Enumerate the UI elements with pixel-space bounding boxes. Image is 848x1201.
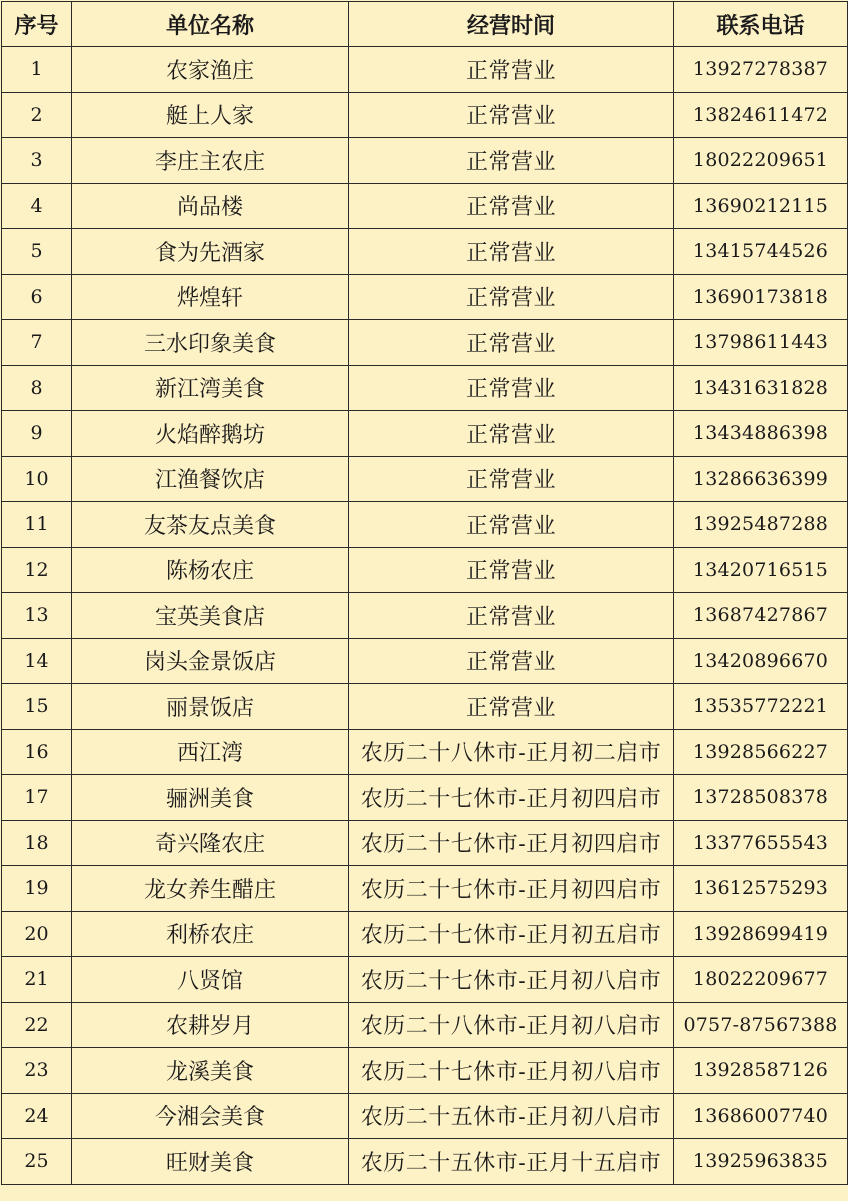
cell-hours: 正常营业 <box>349 593 674 639</box>
restaurant-table <box>1 1 848 1185</box>
cell-name: 龙溪美食 <box>72 1048 349 1094</box>
table-row <box>2 1002 848 1048</box>
table-row <box>2 729 848 775</box>
cell-phone: 13690173818 <box>674 274 848 320</box>
table-row <box>2 1048 848 1094</box>
cell-hours: 正常营业 <box>349 502 674 548</box>
header-name: 单位名称 <box>72 2 349 47</box>
cell-name: 江渔餐饮店 <box>72 456 349 502</box>
cell-hours: 正常营业 <box>349 183 674 229</box>
cell-index: 11 <box>2 502 72 548</box>
cell-index: 2 <box>2 92 72 138</box>
cell-phone: 0757-87567388 <box>674 1002 848 1048</box>
cell-phone: 13535772221 <box>674 684 848 730</box>
table-row <box>2 274 848 320</box>
cell-phone: 13925487288 <box>674 502 848 548</box>
cell-index: 18 <box>2 820 72 866</box>
cell-index: 15 <box>2 684 72 730</box>
table-row <box>2 684 848 730</box>
cell-hours: 正常营业 <box>349 320 674 366</box>
cell-phone: 13377655543 <box>674 820 848 866</box>
cell-hours: 农历二十七休市-正月初八启市 <box>349 957 674 1003</box>
cell-phone: 13420896670 <box>674 638 848 684</box>
table-row <box>2 957 848 1003</box>
cell-name: 三水印象美食 <box>72 320 349 366</box>
cell-phone: 13434886398 <box>674 411 848 457</box>
cell-phone: 18022209651 <box>674 138 848 184</box>
cell-index: 16 <box>2 729 72 775</box>
table-header <box>2 2 848 47</box>
cell-name: 骊洲美食 <box>72 775 349 821</box>
table-row <box>2 229 848 275</box>
cell-phone: 13687427867 <box>674 593 848 639</box>
cell-hours: 正常营业 <box>349 92 674 138</box>
cell-index: 3 <box>2 138 72 184</box>
cell-name: 西江湾 <box>72 729 349 775</box>
cell-hours: 正常营业 <box>349 684 674 730</box>
cell-name: 尚品楼 <box>72 183 349 229</box>
cell-hours: 农历二十八休市-正月初二启市 <box>349 729 674 775</box>
cell-hours: 农历二十五休市-正月初八启市 <box>349 1093 674 1139</box>
cell-name: 今湘会美食 <box>72 1093 349 1139</box>
table-row <box>2 638 848 684</box>
cell-hours: 正常营业 <box>349 274 674 320</box>
cell-hours: 正常营业 <box>349 411 674 457</box>
cell-name: 农耕岁月 <box>72 1002 349 1048</box>
cell-phone: 18022209677 <box>674 957 848 1003</box>
cell-name: 友茶友点美食 <box>72 502 349 548</box>
header-phone: 联系电话 <box>674 2 848 47</box>
cell-index: 12 <box>2 547 72 593</box>
cell-phone: 13415744526 <box>674 229 848 275</box>
cell-phone: 13612575293 <box>674 866 848 912</box>
table-row <box>2 47 848 93</box>
cell-phone: 13925963835 <box>674 1139 848 1185</box>
cell-name: 李庄主农庄 <box>72 138 349 184</box>
cell-index: 8 <box>2 365 72 411</box>
cell-hours: 农历二十七休市-正月初四启市 <box>349 820 674 866</box>
cell-phone: 13686007740 <box>674 1093 848 1139</box>
cell-name: 食为先酒家 <box>72 229 349 275</box>
cell-phone: 13728508378 <box>674 775 848 821</box>
cell-index: 10 <box>2 456 72 502</box>
cell-phone: 13928566227 <box>674 729 848 775</box>
cell-index: 19 <box>2 866 72 912</box>
header-hours: 经营时间 <box>349 2 674 47</box>
cell-index: 5 <box>2 229 72 275</box>
table-body <box>2 47 848 1185</box>
cell-index: 24 <box>2 1093 72 1139</box>
cell-name: 陈杨农庄 <box>72 547 349 593</box>
cell-index: 22 <box>2 1002 72 1048</box>
cell-index: 17 <box>2 775 72 821</box>
cell-index: 14 <box>2 638 72 684</box>
table-row <box>2 1093 848 1139</box>
table-row <box>2 547 848 593</box>
cell-hours: 农历二十七休市-正月初八启市 <box>349 1048 674 1094</box>
table-row <box>2 92 848 138</box>
cell-hours: 农历二十五休市-正月十五启市 <box>349 1139 674 1185</box>
table-row <box>2 502 848 548</box>
cell-hours: 农历二十七休市-正月初四启市 <box>349 775 674 821</box>
table-row <box>2 911 848 957</box>
cell-phone: 13286636399 <box>674 456 848 502</box>
cell-index: 23 <box>2 1048 72 1094</box>
cell-hours: 正常营业 <box>349 456 674 502</box>
cell-phone: 13431631828 <box>674 365 848 411</box>
cell-phone: 13927278387 <box>674 47 848 93</box>
cell-hours: 农历二十八休市-正月初八启市 <box>349 1002 674 1048</box>
cell-name: 艇上人家 <box>72 92 349 138</box>
header-row <box>2 2 848 47</box>
cell-phone: 13690212115 <box>674 183 848 229</box>
table-row <box>2 820 848 866</box>
table-row <box>2 775 848 821</box>
table-row <box>2 456 848 502</box>
cell-name: 利桥农庄 <box>72 911 349 957</box>
cell-phone: 13420716515 <box>674 547 848 593</box>
cell-hours: 正常营业 <box>349 547 674 593</box>
cell-name: 丽景饭店 <box>72 684 349 730</box>
cell-index: 1 <box>2 47 72 93</box>
cell-name: 火焰醉鹅坊 <box>72 411 349 457</box>
table-row <box>2 320 848 366</box>
cell-hours: 正常营业 <box>349 365 674 411</box>
cell-phone: 13928587126 <box>674 1048 848 1094</box>
table-row <box>2 1139 848 1185</box>
cell-name: 新江湾美食 <box>72 365 349 411</box>
cell-index: 9 <box>2 411 72 457</box>
cell-index: 13 <box>2 593 72 639</box>
cell-index: 7 <box>2 320 72 366</box>
cell-name: 宝英美食店 <box>72 593 349 639</box>
cell-index: 20 <box>2 911 72 957</box>
cell-name: 农家渔庄 <box>72 47 349 93</box>
table-row <box>2 866 848 912</box>
cell-index: 25 <box>2 1139 72 1185</box>
cell-phone: 13824611472 <box>674 92 848 138</box>
cell-hours: 农历二十七休市-正月初四启市 <box>349 866 674 912</box>
table-row <box>2 138 848 184</box>
cell-name: 奇兴隆农庄 <box>72 820 349 866</box>
cell-name: 岗头金景饭店 <box>72 638 349 684</box>
cell-phone: 13798611443 <box>674 320 848 366</box>
cell-index: 21 <box>2 957 72 1003</box>
cell-name: 烨煌轩 <box>72 274 349 320</box>
table-row <box>2 593 848 639</box>
cell-name: 八贤馆 <box>72 957 349 1003</box>
cell-index: 4 <box>2 183 72 229</box>
cell-hours: 正常营业 <box>349 138 674 184</box>
cell-index: 6 <box>2 274 72 320</box>
cell-name: 旺财美食 <box>72 1139 349 1185</box>
table-row <box>2 365 848 411</box>
table-row <box>2 411 848 457</box>
cell-phone: 13928699419 <box>674 911 848 957</box>
table-row <box>2 183 848 229</box>
cell-hours: 正常营业 <box>349 229 674 275</box>
cell-hours: 正常营业 <box>349 638 674 684</box>
cell-hours: 农历二十七休市-正月初五启市 <box>349 911 674 957</box>
header-index: 序号 <box>2 2 72 47</box>
cell-hours: 正常营业 <box>349 47 674 93</box>
cell-name: 龙女养生醋庄 <box>72 866 349 912</box>
